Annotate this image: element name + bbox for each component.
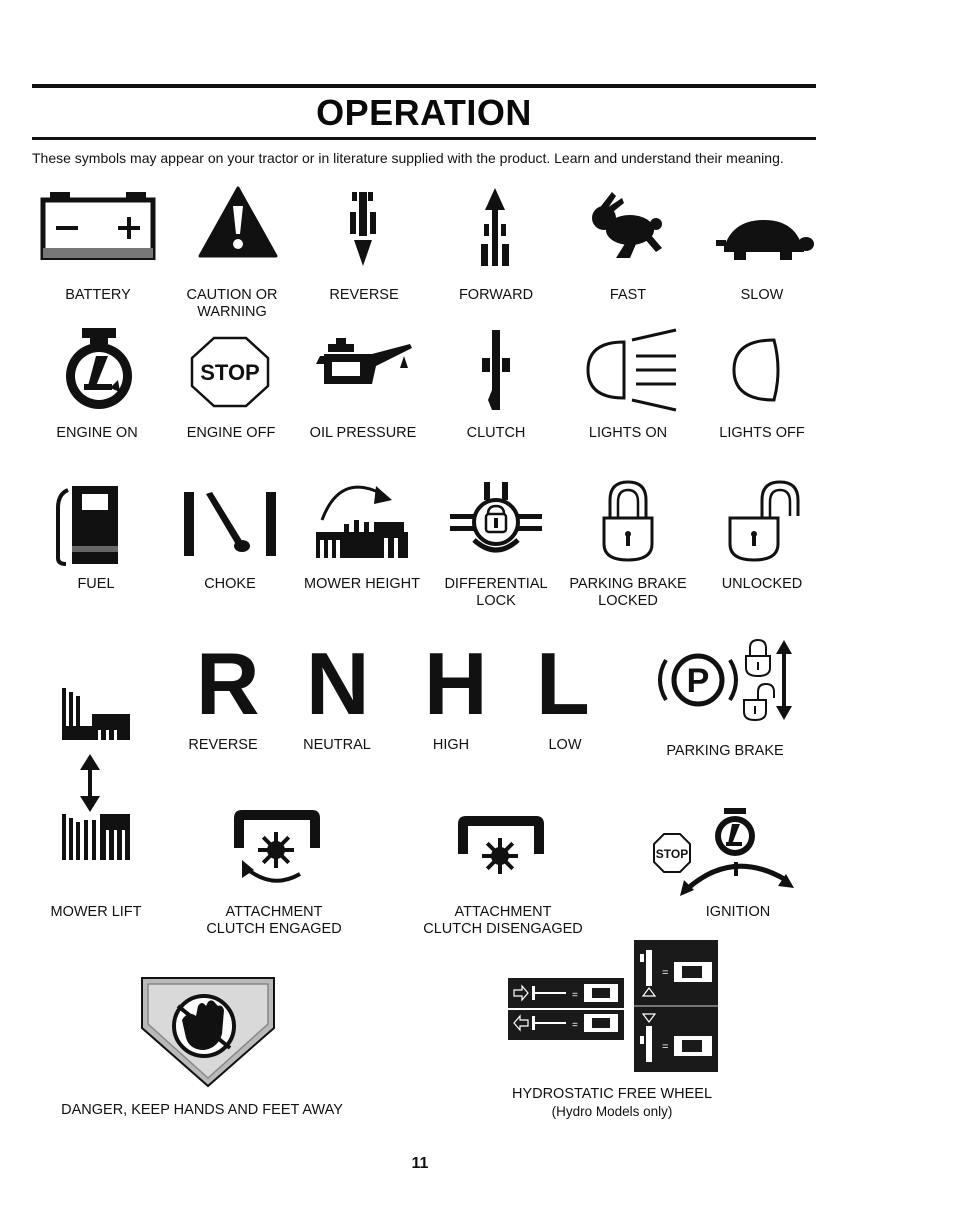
- svg-text:=: =: [572, 990, 578, 1001]
- title-underline: [32, 137, 816, 140]
- danger-hand-icon: [138, 976, 278, 1088]
- label-mower-lift: MOWER LIFT: [50, 904, 142, 920]
- warning-triangle-icon: [198, 186, 278, 258]
- page-title: OPERATION: [316, 92, 532, 133]
- label-danger: DANGER, KEEP HANDS AND FEET AWAY: [61, 1102, 343, 1118]
- engine-on-icon: [58, 326, 140, 412]
- label-fast: FAST: [609, 287, 647, 303]
- label-engine-off: ENGINE OFF: [186, 425, 276, 441]
- label-diff-line1: DIFFERENTIAL: [444, 576, 548, 592]
- choke-icon: [182, 490, 278, 558]
- gear-r-letter: R: [196, 634, 260, 733]
- label-gear-low: LOW: [548, 737, 582, 753]
- label-caution-line2: WARNING: [197, 304, 267, 320]
- gear-n-letter: N: [306, 634, 370, 733]
- battery-icon: [40, 192, 156, 260]
- intro-text: These symbols may appear on your tractor or in literature supplied with the product. Learn and understand their meaning.: [32, 150, 784, 166]
- page-number: 11: [411, 1155, 429, 1172]
- label-gear-neutral: NEUTRAL: [303, 737, 371, 753]
- clutch-icon: [478, 328, 512, 412]
- label-gear-reverse: REVERSE: [188, 737, 258, 753]
- label-ae-line1: ATTACHMENT: [225, 904, 323, 920]
- padlock-locked-icon: [600, 478, 656, 564]
- label-gear-high: HIGH: [432, 737, 470, 753]
- forward-icon: [472, 186, 518, 268]
- oil-can-icon: [314, 338, 414, 400]
- label-reverse: REVERSE: [329, 287, 399, 303]
- label-mower-height: MOWER HEIGHT: [304, 576, 420, 592]
- label-caution: [170, 287, 294, 321]
- label-forward: FORWARD: [458, 287, 534, 303]
- headlight-on-icon: [584, 326, 680, 414]
- mower-height-icon: [312, 476, 412, 562]
- attachment-disengaged-icon: [456, 814, 546, 878]
- label-lights-on: LIGHTS ON: [588, 425, 668, 441]
- padlock-unlocked-icon: [728, 478, 804, 564]
- label-slow: SLOW: [740, 287, 784, 303]
- label-ae-line2: CLUTCH ENGAGED: [206, 921, 342, 937]
- label-caution-line1: CAUTION OR: [186, 287, 278, 303]
- label-attachment-disengaged: [412, 904, 594, 938]
- label-pbl-line1: PARKING BRAKE: [569, 576, 687, 592]
- label-ad-line1: ATTACHMENT: [454, 904, 552, 920]
- svg-text:=: =: [662, 1041, 669, 1053]
- label-clutch: CLUTCH: [466, 425, 526, 441]
- attachment-engaged-icon: [232, 808, 322, 890]
- label-choke: CHOKE: [204, 576, 256, 592]
- hydro-freewheel-panel-icon: [506, 940, 720, 1074]
- parking-brake-icon: [650, 636, 800, 724]
- mower-lift-icon: [60, 686, 132, 866]
- top-rule: [32, 84, 816, 88]
- ignition-stop-text: STOP: [655, 847, 689, 861]
- label-ignition: IGNITION: [705, 904, 771, 920]
- label-battery: BATTERY: [65, 287, 131, 303]
- label-engine-on: ENGINE ON: [56, 425, 138, 441]
- label-attachment-engaged: [196, 904, 352, 938]
- rabbit-icon: [586, 190, 668, 262]
- label-parking-brake-locked: [564, 576, 692, 610]
- differential-lock-icon: [448, 480, 544, 564]
- label-parking-brake: PARKING BRAKE: [666, 743, 784, 759]
- fuel-pump-icon: [56, 484, 122, 566]
- label-fuel: FUEL: [77, 576, 115, 592]
- gear-h-letter: H: [424, 634, 488, 733]
- parking-brake-letter: P: [686, 662, 710, 700]
- label-pbl-line2: LOCKED: [598, 593, 658, 609]
- label-unlocked: UNLOCKED: [721, 576, 803, 592]
- label-hydro-line2: (Hydro Models only): [551, 1104, 673, 1119]
- headlight-off-icon: [730, 336, 786, 406]
- turtle-icon: [710, 214, 814, 264]
- label-lights-off: LIGHTS OFF: [719, 425, 805, 441]
- gear-l-letter: L: [536, 634, 590, 733]
- ignition-icon: [650, 806, 800, 898]
- svg-text:=: =: [572, 1020, 578, 1031]
- label-diff-line2: LOCK: [476, 593, 516, 609]
- label-hydro-freewheel: [496, 1086, 728, 1120]
- label-oil-pressure: OIL PRESSURE: [309, 425, 417, 441]
- label-differential-lock: [434, 576, 558, 610]
- stop-sign-text: STOP: [200, 360, 260, 385]
- label-hydro-line1: HYDROSTATIC FREE WHEEL: [511, 1086, 713, 1102]
- reverse-icon: [340, 190, 386, 268]
- svg-text:=: =: [662, 967, 669, 979]
- label-ad-line2: CLUTCH DISENGAGED: [423, 921, 583, 937]
- stop-sign-icon: [190, 336, 270, 408]
